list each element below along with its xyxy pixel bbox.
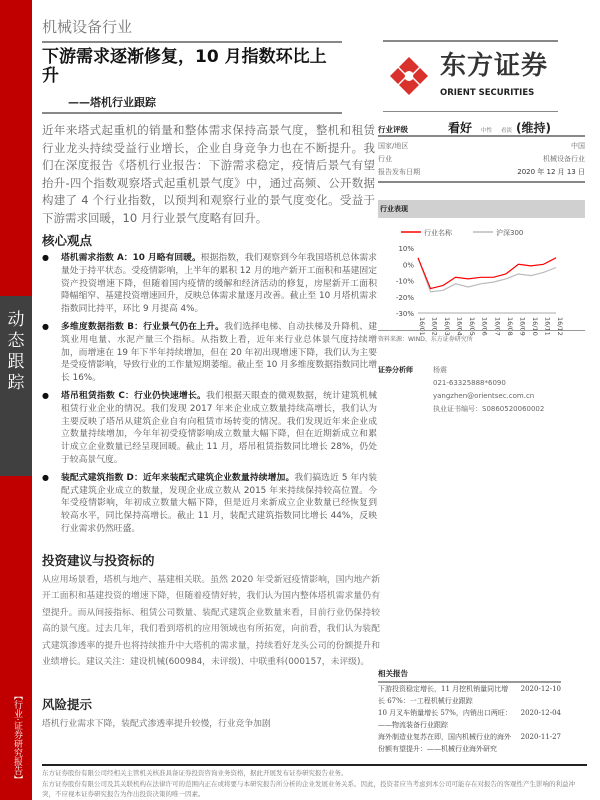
analyst-label: 证券分析师 bbox=[378, 366, 413, 374]
x-tick-label: 16/08 bbox=[505, 317, 514, 336]
related-title[interactable]: 下游投资稳定增长，11 月挖机销量同比增长 67%：一工程机械行业跟踪 bbox=[378, 685, 509, 705]
bullet-item bbox=[42, 472, 377, 536]
disclaimer bbox=[42, 768, 587, 800]
bullet-text: 我们搞选近 5 年内装配式建筑企业成立的数量，发现企业成立数从 2015 年来持续保持较高位置。今年受疫情影响，年初成立数量大幅下降，但是近月来新成立企业数量已经恢复到较高水平，同比保持高增长。截止 11 月，装配式建筑指数同比增长 44%，反映行业需求仍然旺盛。 bbox=[61, 472, 377, 534]
related-date: 2020-11-27 bbox=[520, 733, 561, 741]
chart-source: 资料来源：WIND、东方证券研究所 bbox=[378, 330, 585, 343]
x-tick-label: 16/04 bbox=[455, 317, 464, 336]
bullet-text: 根据指数，我们观察到今年我国塔机总体需求量处于持平状态。受疫情影响，上半年的累积 12 月的地产新开工面积和基建固定资产投资增速下降，但随着国内疫情的缓解和经济活动的修复，房屋新开工面积降幅缩窄、基建投资增速回升，反映总体需求量逐月改善。截止至 10 月塔机需求指数同比持平，环比 9 月提高 4%。 bbox=[61, 253, 377, 315]
info-key: 行业 bbox=[378, 155, 392, 163]
legend-label: 行业名称 bbox=[424, 229, 452, 237]
bullet-title: 装配式建筑指数 D：近年来装配式建筑企业数量持续增加。 bbox=[61, 472, 295, 483]
x-tick-label: 16/06 bbox=[480, 317, 489, 336]
legend-label: 沪深300 bbox=[496, 229, 524, 237]
bullet-text: 我们选择电梯、自动扶梯及升降机、建筑业用电量、水泥产量三个指标。从指数上看，近年来行业总体景气度持续增加，而增速在 19 年下半年持续增加，但在 20 年初出现增速下降，我们认为主要是受疫情影响，导致行业的工作量短期萎缩。截止至 10 月多维度数据指数同比增长 16%。 bbox=[61, 321, 377, 384]
x-tick-label: 16/01 bbox=[418, 317, 426, 336]
info-value: 机械设备行业 bbox=[543, 155, 585, 163]
orient-logo-icon bbox=[388, 55, 430, 97]
footer-divider bbox=[42, 764, 587, 766]
disclaimer-line: 东方证券股份有限公司经相关主管机关核准具备证券投资咨询业务资格，据此开展发布证券研究报告业务。 bbox=[42, 769, 348, 777]
rating-label: 行业评级 bbox=[378, 125, 408, 134]
analyst-license: 执业证书编号：S0860520060002 bbox=[433, 405, 545, 413]
divider bbox=[383, 111, 558, 112]
x-tick-label: 16/09 bbox=[518, 317, 527, 336]
y-tick-label: 0% bbox=[402, 261, 414, 270]
info-value: 中国 bbox=[571, 142, 585, 150]
x-tick-label: 16/11 bbox=[543, 317, 552, 336]
info-key: 报告发布日期 bbox=[378, 168, 420, 176]
divider bbox=[42, 112, 342, 114]
bullet-item bbox=[42, 252, 377, 316]
performance-heading: 行业表现 bbox=[378, 200, 585, 218]
logo-text: 东方证券 bbox=[440, 51, 549, 81]
y-tick-label: 10% bbox=[398, 245, 414, 253]
risk-heading: 风险提示 bbox=[42, 697, 93, 712]
page-subtitle: ——塔机行业跟踪 bbox=[68, 96, 156, 109]
bullet-title: 多维度数据指数 B：行业景气仍在上升。 bbox=[61, 321, 225, 332]
risk-paragraph: 塔机行业需求下降，装配式渗透率提升较慢，行业竞争加剧 bbox=[42, 719, 271, 729]
summary-paragraph: 近年来塔式起重机的销量和整体需求保持高景气度，整机和租赁行业龙头持续受益行业增长，企业自身竞争力也在不断提升。我们在深度报告《塔机行业报告：下游需求稳定，疫情后景气有望抬升-四个指数观察塔式起重机景气度》中，通过高频、公开数据构建了 4 个行业指数，以预判和观察行业的景气度变化。受益于下游需求回暖，10 月行业景气度略有回升。 bbox=[42, 123, 375, 225]
info-row bbox=[378, 140, 585, 153]
x-tick-label: 16/05 bbox=[468, 317, 477, 336]
divider bbox=[42, 41, 342, 43]
related-item[interactable] bbox=[378, 732, 561, 755]
related-heading: 相关报告 bbox=[378, 668, 561, 683]
bullet-title: 塔机需求指数 A：10 月略有回暖。 bbox=[61, 253, 201, 263]
y-tick-label: -20% bbox=[395, 293, 414, 302]
analyst-phone: 021-63325888*6090 bbox=[433, 379, 506, 387]
section-label: 动态跟踪 bbox=[7, 310, 25, 393]
invest-paragraph: 从应用场景看，塔机与地产、基建相关联。虽然 2020 年受新冠疫情影响，国内地产新开工面积和基建投资的增速下降，但随着疫情好转，我们认为国内整体塔机需求量仍有望提升。而从间接指标、租赁公司数量、装配式建筑企业数量来看，目前行业仍保持较高的景气度。过去几年，我们看到塔机的应用领域也有所拓宽，向前看，我们认为装配式建筑渗透率的提升也将持续推升中大塔机的需求量，持续看好龙头公司的份额提升和业绩增长。建议关注：建设机械(600984，未评级)、中联重科(000157，未评级)。 bbox=[42, 575, 380, 668]
report-type-label: 【行业·证券研究报告】 bbox=[12, 691, 22, 784]
sidebar-section bbox=[0, 296, 32, 476]
related-item[interactable] bbox=[378, 708, 561, 731]
related-date: 2020-12-04 bbox=[520, 709, 561, 717]
y-tick-label: -30% bbox=[395, 310, 414, 318]
analyst-email[interactable]: yangzhen@orientsec.com.cn bbox=[433, 392, 535, 400]
bullet-item bbox=[42, 321, 377, 385]
invest-heading: 投资建议与投资标的 bbox=[42, 553, 155, 568]
analyst-name: 杨震 bbox=[433, 366, 447, 374]
y-tick-label: -10% bbox=[395, 277, 414, 286]
rating-value: 看好 bbox=[448, 121, 473, 135]
x-tick-label: 16/10 bbox=[530, 317, 539, 336]
bullet-text: 我们根据天眼查的微观数据，统计建筑机械租赁行业企业的情况。我们发现 2017 年来企业成立数量持续高增长，我们认为主要反映了塔吊从建筑企业自有向租赁市场转变的情况。我们发现近年来企业成立数量持续增加，今年年初受疫情影响成立数量大幅下降，但在近期新成立和累计成立企业数量已经呈现回暖。截止 11 月，塔吊租赁指数同比增长 28%，仍处于较高景气度。 bbox=[61, 390, 377, 465]
bullet-item bbox=[42, 390, 377, 467]
analyst-block bbox=[378, 364, 585, 416]
x-tick-label: 16/03 bbox=[443, 317, 452, 336]
rating-block bbox=[378, 119, 585, 183]
rating-status: (维持) bbox=[516, 121, 552, 135]
core-heading: 核心观点 bbox=[42, 233, 93, 248]
logo-text-en: ORIENT SECURITIES bbox=[440, 88, 535, 98]
related-date: 2020-12-10 bbox=[520, 685, 561, 693]
x-tick-label: 16/07 bbox=[493, 317, 502, 336]
industry-category: 机械设备行业 bbox=[42, 18, 133, 36]
info-value: 2020 年 12 月 13 日 bbox=[517, 168, 585, 176]
x-tick-label: 16/02 bbox=[430, 317, 439, 336]
related-title[interactable]: 海外制造业复苏在即，国内机械行业的海外份额有望提升：——机械行业海外研究 bbox=[378, 733, 511, 753]
related-item[interactable] bbox=[378, 684, 561, 707]
divider bbox=[383, 40, 558, 42]
info-row bbox=[378, 166, 585, 179]
rating-option: 看淡 bbox=[501, 128, 513, 134]
performance-chart bbox=[378, 220, 564, 336]
bullet-title: 塔吊租赁指数 C：行业仍快速增长。 bbox=[61, 390, 207, 401]
sidebar-top bbox=[0, 0, 32, 296]
related-reports bbox=[378, 668, 585, 755]
x-tick-label: 16/12 bbox=[556, 317, 564, 336]
core-bullets bbox=[42, 252, 377, 541]
info-row bbox=[378, 153, 585, 166]
info-key: 国家/地区 bbox=[378, 142, 409, 150]
related-title[interactable]: 10 月叉车销量增长 57%，内销出口两旺：——物流装备行业跟踪 bbox=[378, 709, 512, 729]
series-line bbox=[418, 258, 556, 289]
rating-option: 中性 bbox=[481, 128, 493, 134]
page-title: 下游需求逐渐修复，10 月指数环比上升 bbox=[42, 47, 327, 86]
disclaimer-line: 东方证券股份有限公司及其关联机构在法律许可的范围内正在或将要与本研究报告所分析的企业发展业务关系。因此，投资者应当考虑到本公司可能存在对报告的客观性产生影响的利益冲突，不应视本证券研究报告为作出投资决策的唯一因素。 bbox=[42, 779, 575, 798]
sidebar-bottom bbox=[0, 476, 32, 800]
